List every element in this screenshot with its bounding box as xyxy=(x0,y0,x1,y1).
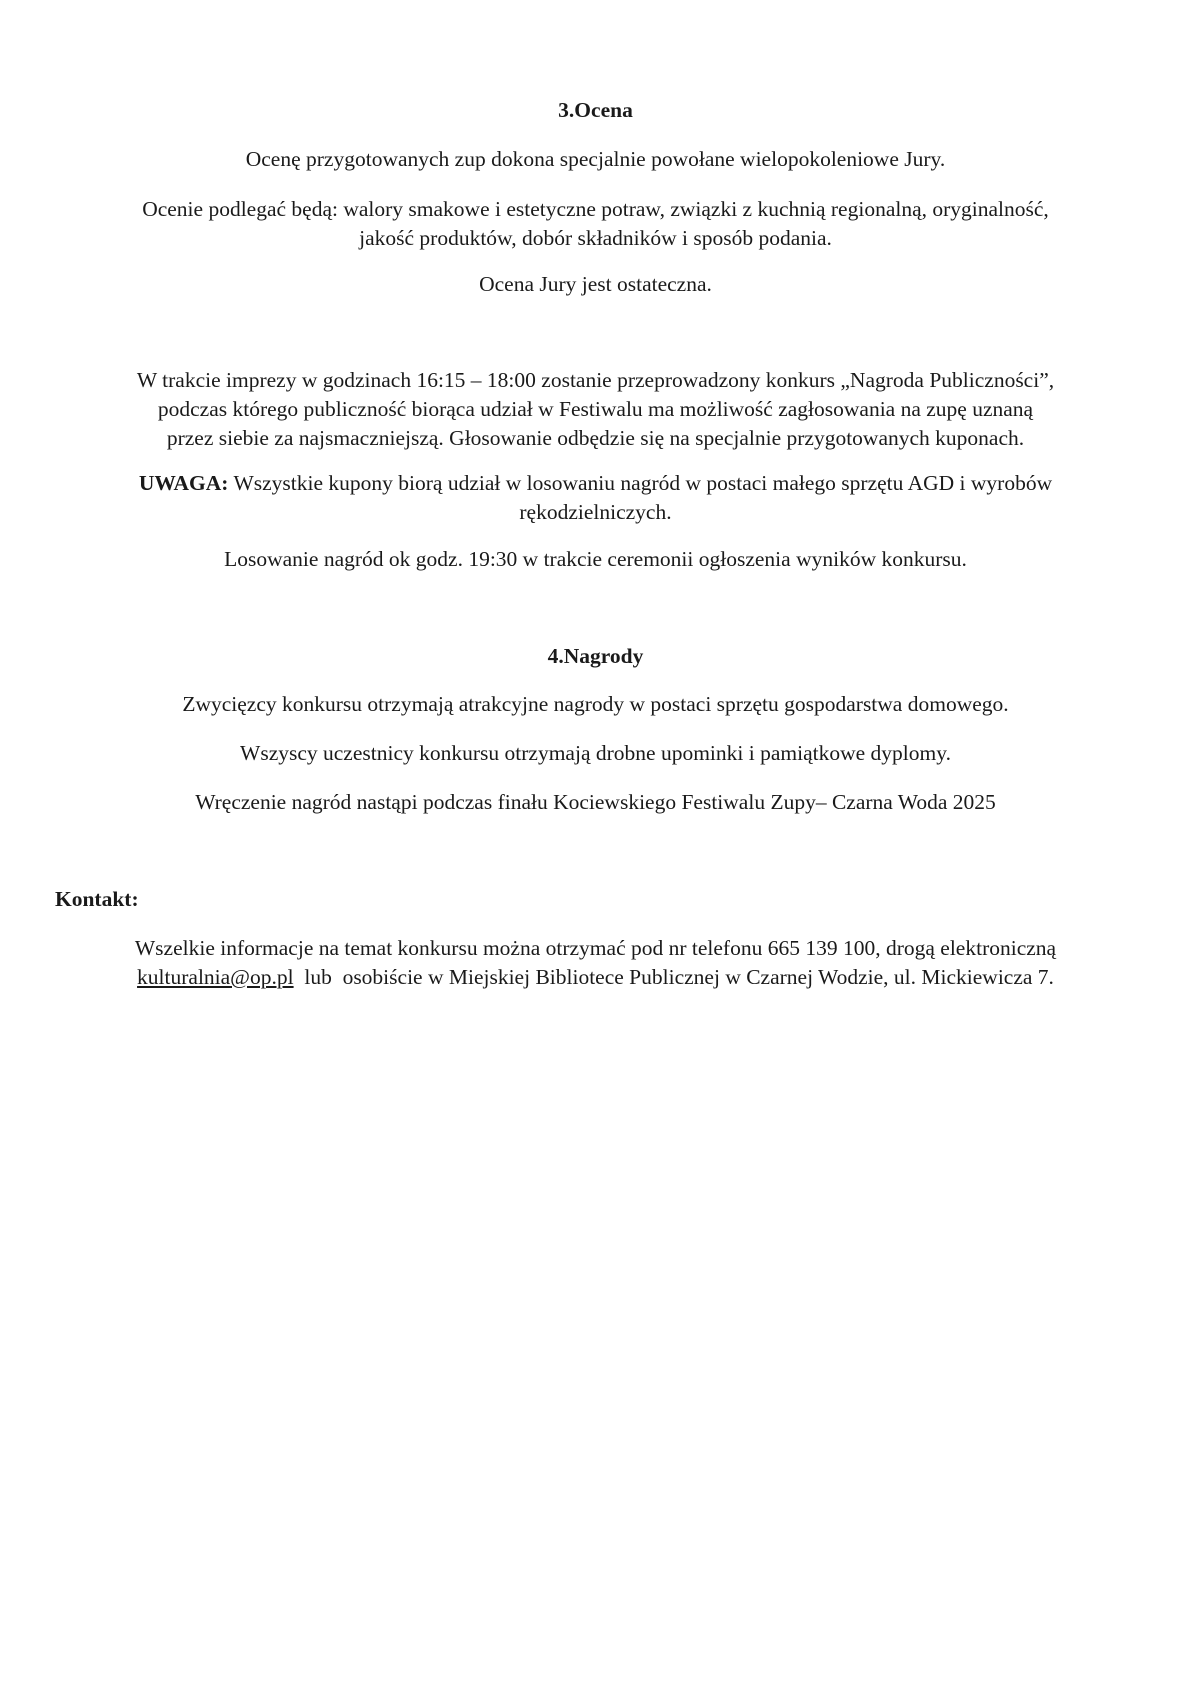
note-line-2: rękodzielniczych. xyxy=(519,500,672,524)
section-3-paragraph-jury: Ocenę przygotowanych zup dokona specjalnie powołane wielopokoleniowe Jury. xyxy=(245,147,946,171)
note-line-1 xyxy=(55,469,1136,498)
public-award-paragraph xyxy=(55,366,1136,453)
contact-line-2 xyxy=(55,963,1136,992)
section-4-paragraph-ceremony: Wręczenie nagród nastąpi podczas finału Kociewskiego Festiwalu Zupy– Czarna Woda 2025 xyxy=(195,790,996,814)
public-award-line-1: W trakcie imprezy w godzinach 16:15 – 18:00 zostanie przeprowadzony konkurs „Nagroda Publiczności”, xyxy=(136,368,1055,392)
draw-paragraph: Losowanie nagród ok godz. 19:30 w trakcie ceremonii ogłoszenia wyników konkursu. xyxy=(224,547,967,571)
criteria-line-1: Ocenie podlegać będą: walory smakowe i estetyczne potraw, związki z kuchnią regionalną, oryginalność, xyxy=(142,197,1049,221)
criteria-line-2: jakość produktów, dobór składników i sposób podania. xyxy=(359,226,832,250)
contact-paragraph xyxy=(55,934,1136,992)
contact-heading: Kontakt: xyxy=(55,887,139,911)
contact-line-1: Wszelkie informacje na temat konkursu można otrzymać pod nr telefonu 665 139 100, drogą elektroniczną xyxy=(134,936,1057,960)
section-4-paragraph-winners: Zwycięzcy konkursu otrzymają atrakcyjne nagrody w postaci sprzętu gospodarstwa domowego. xyxy=(182,692,1009,716)
email-link[interactable]: kulturalnia@op.pl xyxy=(137,965,294,989)
note-text: Wszystkie kupony biorą udział w losowaniu nagród w postaci małego sprzętu AGD i wyrobów xyxy=(228,471,1053,495)
note-label: UWAGA: xyxy=(138,471,229,495)
public-award-line-3: przez siebie za najsmaczniejszą. Głosowanie odbędzie się na specjalnie przygotowanych kuponach. xyxy=(166,426,1025,450)
section-4-heading: 4.Nagrody xyxy=(547,644,644,668)
note-paragraph xyxy=(55,469,1136,527)
public-award-line-2: podczas którego publiczność biorąca udział w Festiwalu ma możliwość zagłosowania na zupę uznaną xyxy=(157,397,1034,421)
section-4-paragraph-participants: Wszyscy uczestnicy konkursu otrzymają drobne upominki i pamiątkowe dyplomy. xyxy=(240,741,951,765)
contact-line-2-text: lub osobiście w Miejskiej Bibliotece Publicznej w Czarnej Wodzie, ul. Mickiewicza 7. xyxy=(293,965,1054,989)
section-3-paragraph-criteria xyxy=(55,195,1136,253)
section-3-paragraph-final: Ocena Jury jest ostateczna. xyxy=(479,272,712,296)
section-3-heading: 3.Ocena xyxy=(558,98,633,122)
